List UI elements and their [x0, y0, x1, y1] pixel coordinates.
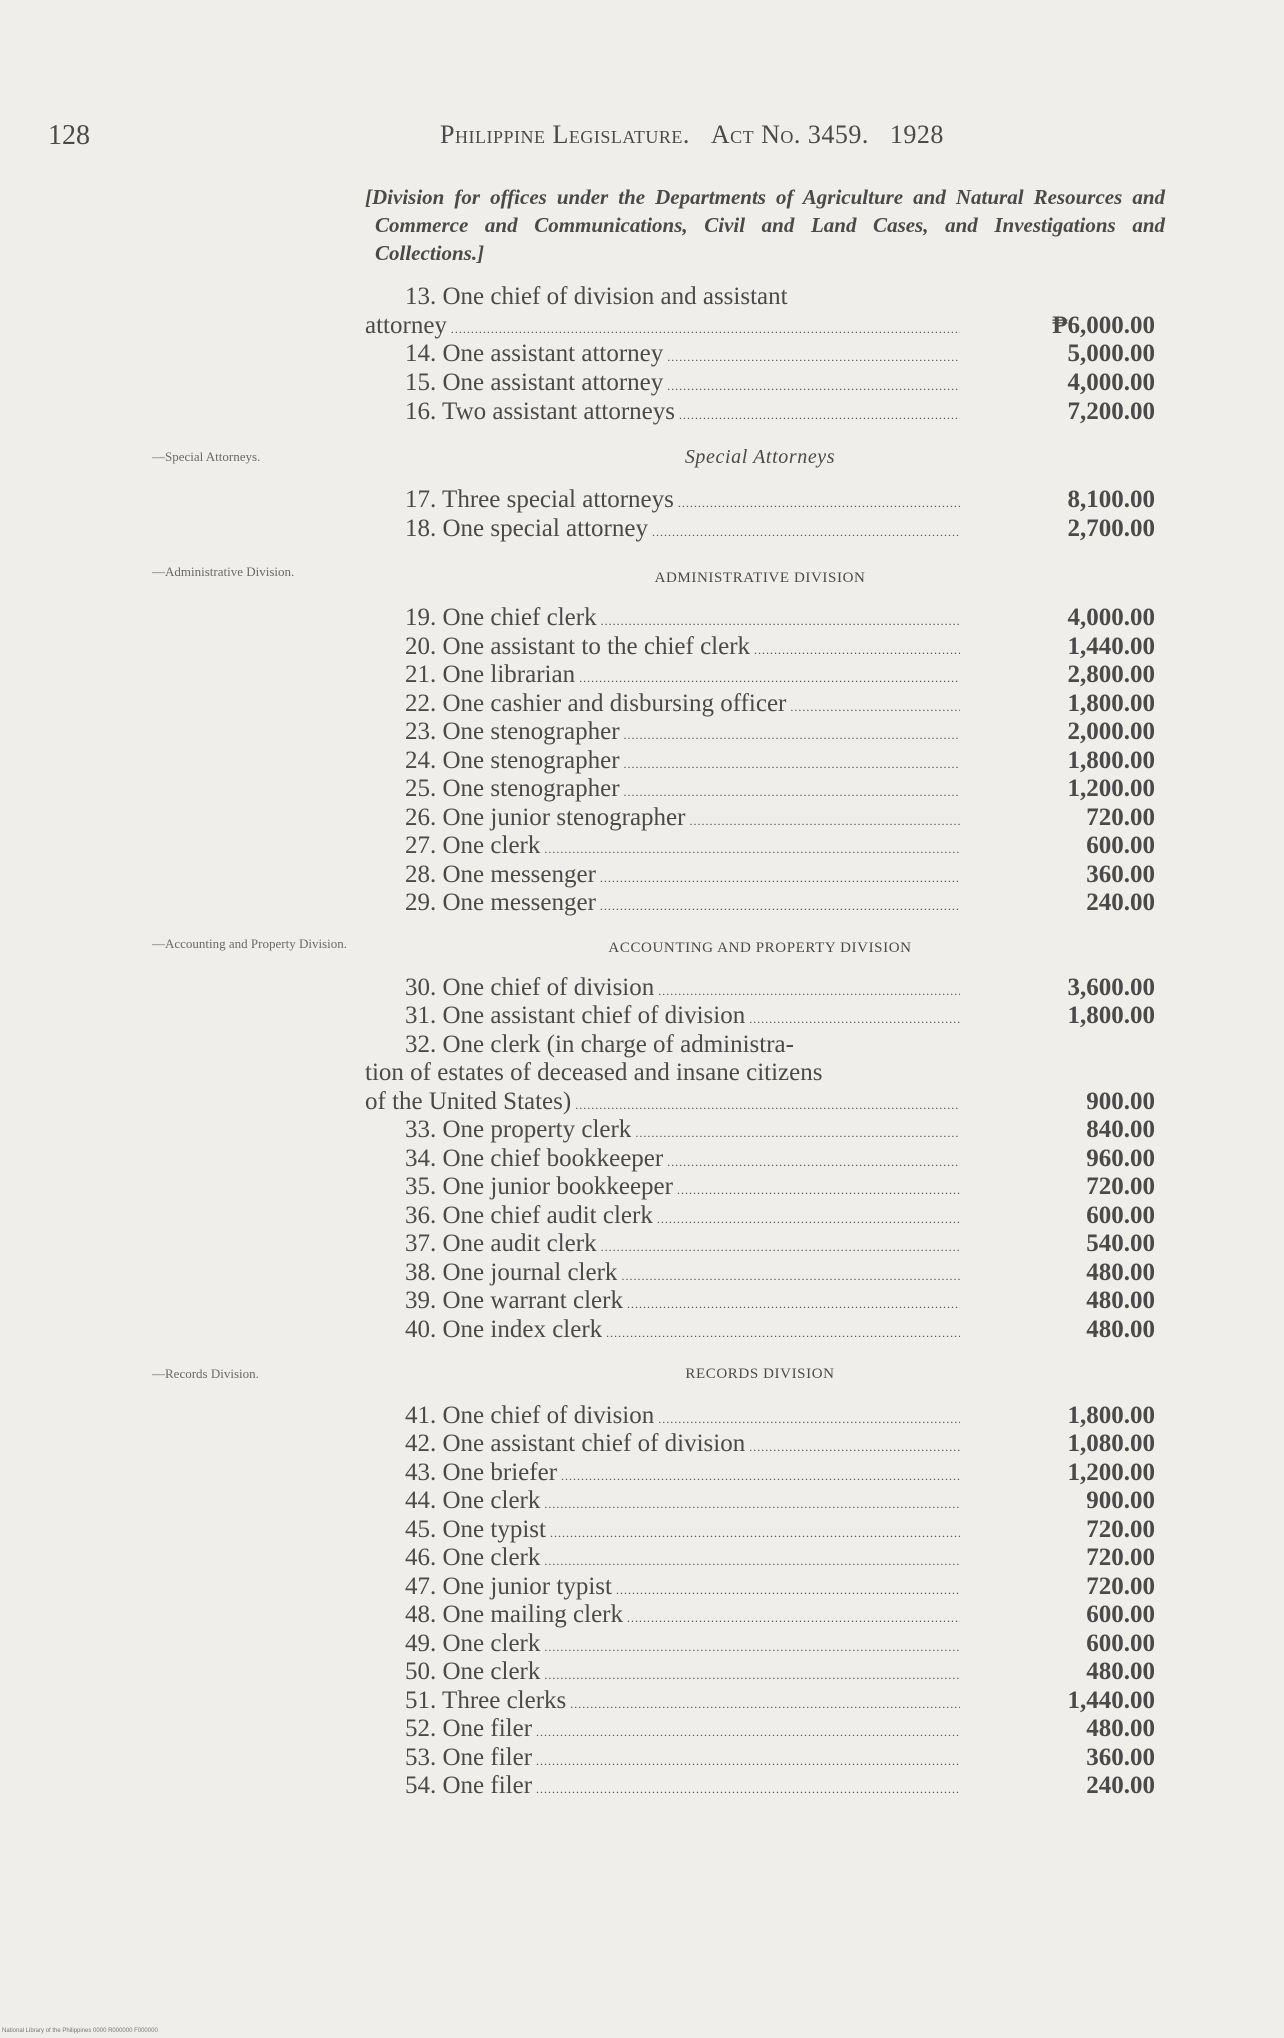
list-item [365, 1515, 1155, 1544]
list-item [365, 1144, 1155, 1173]
year: 1928 [889, 120, 944, 149]
margin-note-special: —Special Attorneys. [152, 449, 261, 464]
item-text: 34. One chief bookkeeper ..... [405, 1144, 960, 1177]
item-text: 36. One chief audit clerk ..... [405, 1201, 960, 1234]
item-text: 41. One chief of division ..... [405, 1401, 960, 1434]
item-amount: 900.00 [1086, 1487, 1155, 1514]
item-amount: 720.00 [1086, 1516, 1155, 1543]
list-item [365, 1543, 1155, 1572]
item-amount: 360.00 [1086, 1744, 1155, 1771]
item-amount: 1,800.00 [1067, 1002, 1155, 1029]
item-text: 52. One filer ..... [405, 1714, 960, 1747]
item-text: 31. One assistant chief of division ..... [405, 1001, 960, 1034]
list-item [365, 1058, 1155, 1087]
list-item [365, 746, 1155, 775]
item-text: 46. One clerk ..... [405, 1543, 960, 1576]
item-text: 16. Two assistant attorneys ..... [405, 397, 960, 430]
item-amount: 600.00 [1086, 1601, 1155, 1628]
list-item [365, 803, 1155, 832]
page-number: 128 [48, 120, 90, 151]
item-amount: 240.00 [1086, 889, 1155, 916]
item-amount: 240.00 [1086, 1772, 1155, 1799]
item-amount: 600.00 [1086, 832, 1155, 859]
item-text: 13. One chief of division and assistant [405, 283, 788, 310]
list-item [365, 689, 1155, 718]
item-text: 40. One index clerk ..... [405, 1315, 960, 1348]
item-amount: 1,440.00 [1067, 633, 1155, 660]
item-text: 14. One assistant attorney ..... [405, 339, 960, 372]
list-item [365, 660, 1155, 689]
item-text: 45. One typist ..... [405, 1515, 960, 1548]
section-heading-records: RECORDS DIVISION [685, 1366, 835, 1382]
item-text: of the United States) ..... [365, 1087, 960, 1120]
list-item [365, 1486, 1155, 1515]
list-item [365, 774, 1155, 803]
item-amount: 480.00 [1086, 1287, 1155, 1314]
list-item [365, 1229, 1155, 1258]
list-item [365, 397, 1155, 426]
list-item [365, 1572, 1155, 1601]
margin-note-admin: —Administrative Division. [152, 564, 295, 579]
item-amount: 480.00 [1086, 1658, 1155, 1685]
list-item [365, 632, 1155, 661]
legislature-title: Philippine Legislature. [440, 120, 690, 149]
list-item [365, 888, 1155, 917]
item-text: 32. One clerk (in charge of administra- [405, 1031, 794, 1058]
act-number: Act No. 3459. [710, 120, 869, 149]
item-text: 27. One clerk ..... [405, 831, 960, 864]
list-item [365, 860, 1155, 889]
section-heading-special: Special Attorneys [684, 446, 836, 468]
item-text: tion of estates of deceased and insane citizens [365, 1059, 823, 1086]
item-text: 22. One cashier and disbursing officer ..... [405, 689, 960, 722]
list-item [365, 1001, 1155, 1030]
item-amount: 2,800.00 [1067, 661, 1155, 688]
list-item [365, 368, 1155, 397]
item-amount: 720.00 [1086, 1573, 1155, 1600]
item-amount: 1,200.00 [1067, 1459, 1155, 1486]
list-item [365, 1743, 1155, 1772]
item-amount: 480.00 [1086, 1715, 1155, 1742]
item-amount: 1,080.00 [1067, 1430, 1155, 1457]
item-amount: 840.00 [1086, 1116, 1155, 1143]
list-item [365, 1600, 1155, 1629]
item-text: 25. One stenographer ..... [405, 774, 960, 807]
item-amount: 900.00 [1086, 1088, 1155, 1115]
item-text: 35. One junior bookkeeper ..... [405, 1172, 960, 1205]
item-amount: 1,800.00 [1067, 747, 1155, 774]
item-text: 49. One clerk ..... [405, 1629, 960, 1662]
item-text: 26. One junior stenographer ..... [405, 803, 960, 836]
list-item [365, 973, 1155, 1002]
item-amount: 2,700.00 [1067, 515, 1155, 542]
item-amount: 2,000.00 [1067, 718, 1155, 745]
running-head [440, 120, 958, 150]
list-item [365, 282, 1155, 311]
item-text: 19. One chief clerk ..... [405, 603, 960, 636]
item-amount: ₱6,000.00 [1052, 312, 1155, 339]
item-amount: 540.00 [1086, 1230, 1155, 1257]
item-text: 43. One briefer ..... [405, 1458, 960, 1491]
list-item [365, 1657, 1155, 1686]
item-amount: 600.00 [1086, 1202, 1155, 1229]
margin-note-accounting: —Accounting and Property Division. [152, 936, 347, 951]
item-amount: 1,800.00 [1067, 1402, 1155, 1429]
section-heading-accounting: ACCOUNTING AND PROPERTY DIVISION [608, 940, 912, 956]
list-item [365, 1686, 1155, 1715]
margin-note-records: —Records Division. [152, 1366, 259, 1381]
list-item [365, 1771, 1155, 1800]
item-text: 37. One audit clerk ..... [405, 1229, 960, 1262]
item-text: 53. One filer ..... [405, 1743, 960, 1776]
item-amount: 720.00 [1086, 804, 1155, 831]
item-text: 42. One assistant chief of division ..... [405, 1429, 960, 1462]
item-text: 48. One mailing clerk ..... [405, 1600, 960, 1633]
list-item [365, 311, 1155, 340]
item-text: attorney ..... [365, 311, 960, 344]
item-text: 50. One clerk ..... [405, 1657, 960, 1690]
section-heading-admin: ADMINISTRATIVE DIVISION [654, 570, 866, 586]
list-item [365, 831, 1155, 860]
item-text: 33. One property clerk ..... [405, 1115, 960, 1148]
item-amount: 1,800.00 [1067, 690, 1155, 717]
list-item [365, 339, 1155, 368]
item-amount: 3,600.00 [1067, 974, 1155, 1001]
list-item [365, 1286, 1155, 1315]
item-text: 44. One clerk ..... [405, 1486, 960, 1519]
list-item [365, 1401, 1155, 1430]
item-text: 20. One assistant to the chief clerk ..... [405, 632, 960, 665]
item-amount: 8,100.00 [1067, 486, 1155, 513]
item-text: 17. Three special attorneys ..... [405, 485, 960, 518]
item-text: 15. One assistant attorney ..... [405, 368, 960, 401]
division-intro: [Division for offices under the Departments of Agriculture and Natural Resources and Commerce and Communications, Civil and Land Cases, and Investigations and Collections.] [365, 185, 1165, 265]
item-amount: 480.00 [1086, 1259, 1155, 1286]
list-item [365, 1030, 1155, 1059]
item-amount: 1,440.00 [1067, 1687, 1155, 1714]
item-amount: 480.00 [1086, 1316, 1155, 1343]
scan-footer: National Library of the Philippines 0000 R000000 F000000 [2, 2028, 158, 2034]
item-amount: 7,200.00 [1067, 398, 1155, 425]
list-item [365, 1458, 1155, 1487]
list-item [365, 1087, 1155, 1116]
item-text: 29. One messenger ..... [405, 888, 960, 921]
item-text: 51. Three clerks ..... [405, 1686, 960, 1719]
item-amount: 360.00 [1086, 861, 1155, 888]
item-text: 38. One journal clerk ..... [405, 1258, 960, 1291]
list-item [365, 1714, 1155, 1743]
list-item [365, 1429, 1155, 1458]
item-text: 54. One filer ..... [405, 1771, 960, 1804]
list-item [365, 1315, 1155, 1344]
item-text: 24. One stenographer ..... [405, 746, 960, 779]
list-item [365, 603, 1155, 632]
list-item [365, 1258, 1155, 1287]
list-item [365, 1115, 1155, 1144]
list-item [365, 717, 1155, 746]
item-text: 21. One librarian ..... [405, 660, 960, 693]
item-text: 39. One warrant clerk ..... [405, 1286, 960, 1319]
item-text: 30. One chief of division ..... [405, 973, 960, 1006]
item-amount: 4,000.00 [1067, 369, 1155, 396]
list-item [365, 485, 1155, 514]
item-amount: 720.00 [1086, 1173, 1155, 1200]
item-text: 18. One special attorney ..... [405, 514, 960, 547]
list-item [365, 1629, 1155, 1658]
item-amount: 960.00 [1086, 1145, 1155, 1172]
item-amount: 600.00 [1086, 1630, 1155, 1657]
list-item [365, 1201, 1155, 1230]
list-item [365, 1172, 1155, 1201]
item-amount: 1,200.00 [1067, 775, 1155, 802]
item-text: 47. One junior typist ..... [405, 1572, 960, 1605]
item-amount: 720.00 [1086, 1544, 1155, 1571]
item-amount: 5,000.00 [1067, 340, 1155, 367]
item-amount: 4,000.00 [1067, 604, 1155, 631]
item-text: 23. One stenographer ..... [405, 717, 960, 750]
item-text: 28. One messenger ..... [405, 860, 960, 893]
list-item [365, 514, 1155, 543]
